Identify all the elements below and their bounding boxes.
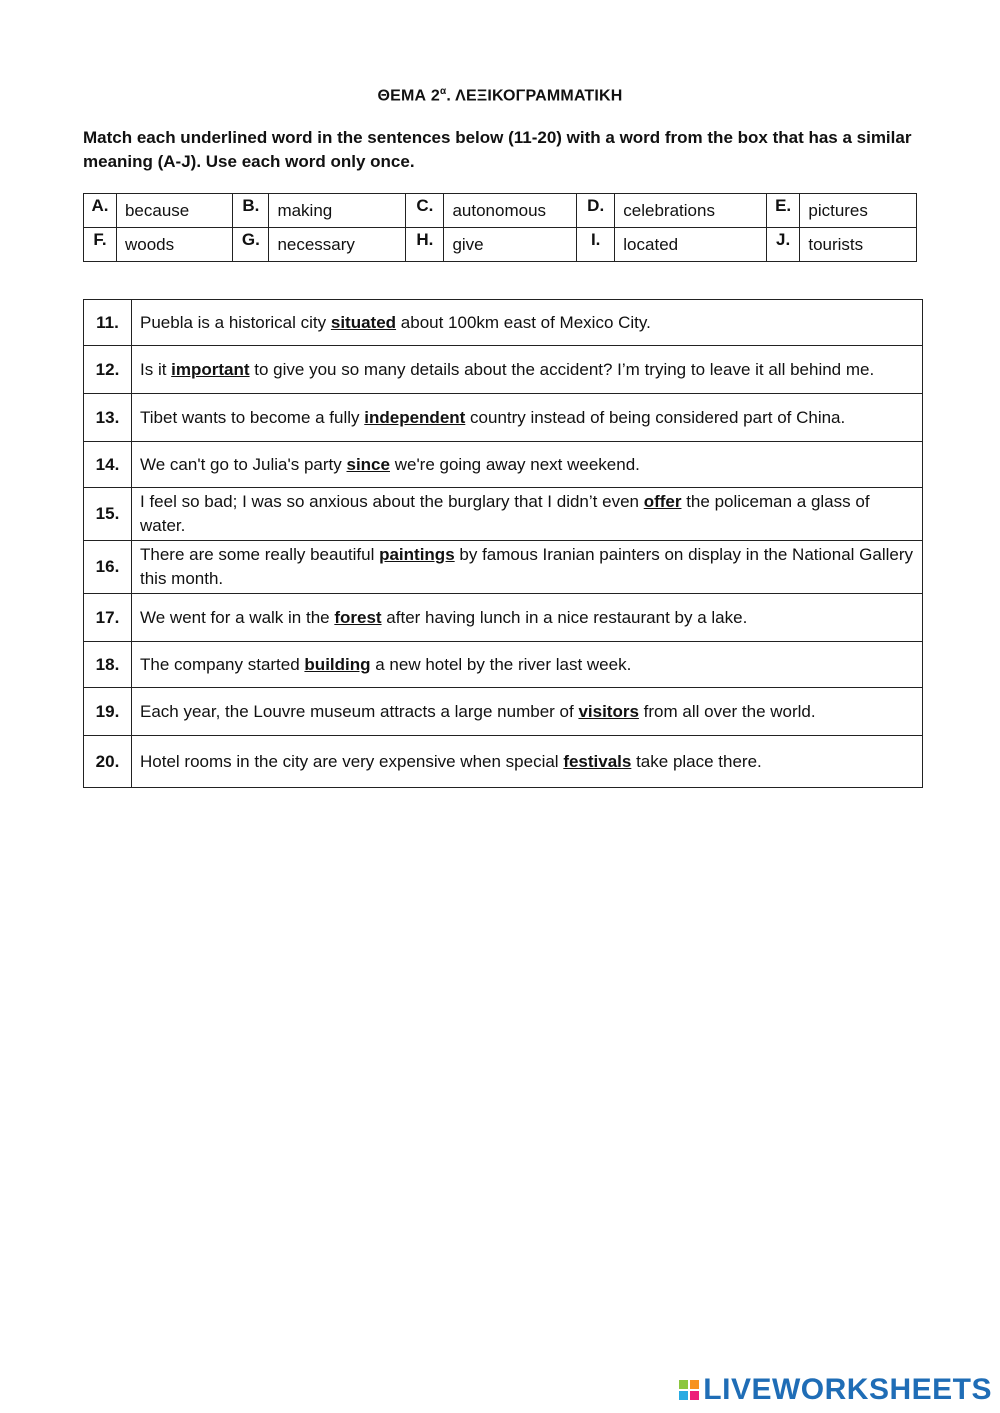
sentence-row <box>84 541 923 594</box>
word-box-letter: C. <box>406 194 444 228</box>
underlined-keyword: festivals <box>563 751 632 771</box>
sentence-number: 20. <box>84 736 132 788</box>
word-box-letter: D. <box>577 194 615 228</box>
logo-square <box>690 1391 699 1400</box>
title-superscript: α <box>440 86 447 97</box>
word-box <box>83 193 917 262</box>
word-box-word: give <box>444 228 577 262</box>
sentence-text <box>132 394 923 442</box>
word-box-letter: E. <box>766 194 799 228</box>
sentence-row <box>84 300 923 346</box>
underlined-keyword: visitors <box>578 701 639 721</box>
word-box-letter: B. <box>233 194 269 228</box>
word-box-word: located <box>615 228 767 262</box>
sentence-before: Is it <box>140 359 172 379</box>
sentence-row <box>84 394 923 442</box>
underlined-keyword: important <box>171 359 250 379</box>
sentence-number: 16. <box>84 541 132 594</box>
sentence-row <box>84 488 923 541</box>
word-box-row <box>84 228 917 262</box>
sentence-row <box>84 442 923 488</box>
sentence-text <box>132 594 923 642</box>
sentence-number: 19. <box>84 688 132 736</box>
underlined-keyword: situated <box>330 312 397 332</box>
logo-square <box>679 1391 688 1400</box>
word-box-letter: F. <box>84 228 117 262</box>
sentence-row <box>84 642 923 688</box>
sentence-after: about 100km east of Mexico City. <box>396 312 651 332</box>
word-box-row <box>84 194 917 228</box>
sentence-number: 17. <box>84 594 132 642</box>
underlined-keyword: paintings <box>379 545 455 564</box>
sentence-after: after having lunch in a nice restaurant by a lake. <box>381 607 748 627</box>
sentence-text <box>132 541 923 594</box>
sentence-number: 14. <box>84 442 132 488</box>
word-box-word: pictures <box>800 194 917 228</box>
word-box-letter: J. <box>766 228 799 262</box>
word-box-word: necessary <box>269 228 406 262</box>
logo-square <box>690 1380 699 1389</box>
page-title <box>0 86 1000 105</box>
sentence-text <box>132 300 923 346</box>
sentence-number: 11. <box>84 300 132 346</box>
sentence-before: There are some really beautiful <box>140 545 380 564</box>
sentence-text <box>132 642 923 688</box>
instructions: Match each underlined word in the sentences below (11-20) with a word from the box that has a similar meaning (A-J). Use each word only once. <box>83 128 912 171</box>
sentence-after: to give you so many details about the accident? I’m trying to leave it all behind me. <box>249 359 875 379</box>
underlined-keyword: since <box>346 454 390 474</box>
word-box-word: tourists <box>800 228 917 262</box>
logo-squares-icon <box>679 1380 699 1400</box>
word-box-letter: A. <box>84 194 117 228</box>
sentence-before: Tibet wants to become a fully <box>140 407 365 427</box>
sentence-before: We can't go to Julia's party <box>140 454 347 474</box>
sentence-before: I feel so bad; I was so anxious about the burglary that I didn’t even <box>140 492 644 511</box>
liveworksheets-logo <box>679 1373 992 1407</box>
sentence-row <box>84 736 923 788</box>
underlined-keyword: forest <box>334 607 382 627</box>
sentence-number: 15. <box>84 488 132 541</box>
sentence-before: Each year, the Louvre museum attracts a large number of <box>140 701 579 721</box>
sentence-after: the policeman a glass of water. <box>140 492 870 535</box>
underlined-keyword: independent <box>364 407 466 427</box>
word-box-word: because <box>116 194 232 228</box>
word-box-word: autonomous <box>444 194 577 228</box>
sentence-before: The company started <box>140 654 305 674</box>
sentence-after: from all over the world. <box>638 701 816 721</box>
word-box-letter: H. <box>406 228 444 262</box>
sentence-text <box>132 488 923 541</box>
sentence-before: Hotel rooms in the city are very expensive when special <box>140 751 564 771</box>
sentence-text <box>132 346 923 394</box>
sentence-number: 13. <box>84 394 132 442</box>
underlined-keyword: offer <box>643 492 682 511</box>
sentence-after: country instead of being considered part of China. <box>465 407 846 427</box>
sentence-text <box>132 736 923 788</box>
underlined-keyword: building <box>304 654 371 674</box>
sentence-after: a new hotel by the river last week. <box>370 654 632 674</box>
word-box-word: celebrations <box>615 194 767 228</box>
sentence-after: take place there. <box>631 751 762 771</box>
sentence-after: by famous Iranian painters on display in the National Gallery this month. <box>140 545 914 588</box>
sentence-number: 12. <box>84 346 132 394</box>
sentence-text <box>132 688 923 736</box>
sentence-after: we're going away next weekend. <box>389 454 640 474</box>
sentence-number: 18. <box>84 642 132 688</box>
sentences-table <box>83 299 923 788</box>
sentence-row <box>84 346 923 394</box>
word-box-word: woods <box>116 228 232 262</box>
sentence-before: We went for a walk in the <box>140 607 335 627</box>
sentence-row <box>84 688 923 736</box>
sentence-text <box>132 442 923 488</box>
logo-square <box>679 1380 688 1389</box>
word-box-word: making <box>269 194 406 228</box>
sentence-row <box>84 594 923 642</box>
title-rest: . ΛΕΞΙΚΟΓΡΑΜΜΑΤΙΚΗ <box>446 87 623 105</box>
word-box-letter: G. <box>233 228 269 262</box>
sentence-before: Puebla is a historical city <box>140 312 331 332</box>
word-box-letter: I. <box>577 228 615 262</box>
logo-text: LIVEWORKSHEETS <box>703 1373 992 1406</box>
title-main: ΘΕΜΑ 2 <box>377 87 441 105</box>
